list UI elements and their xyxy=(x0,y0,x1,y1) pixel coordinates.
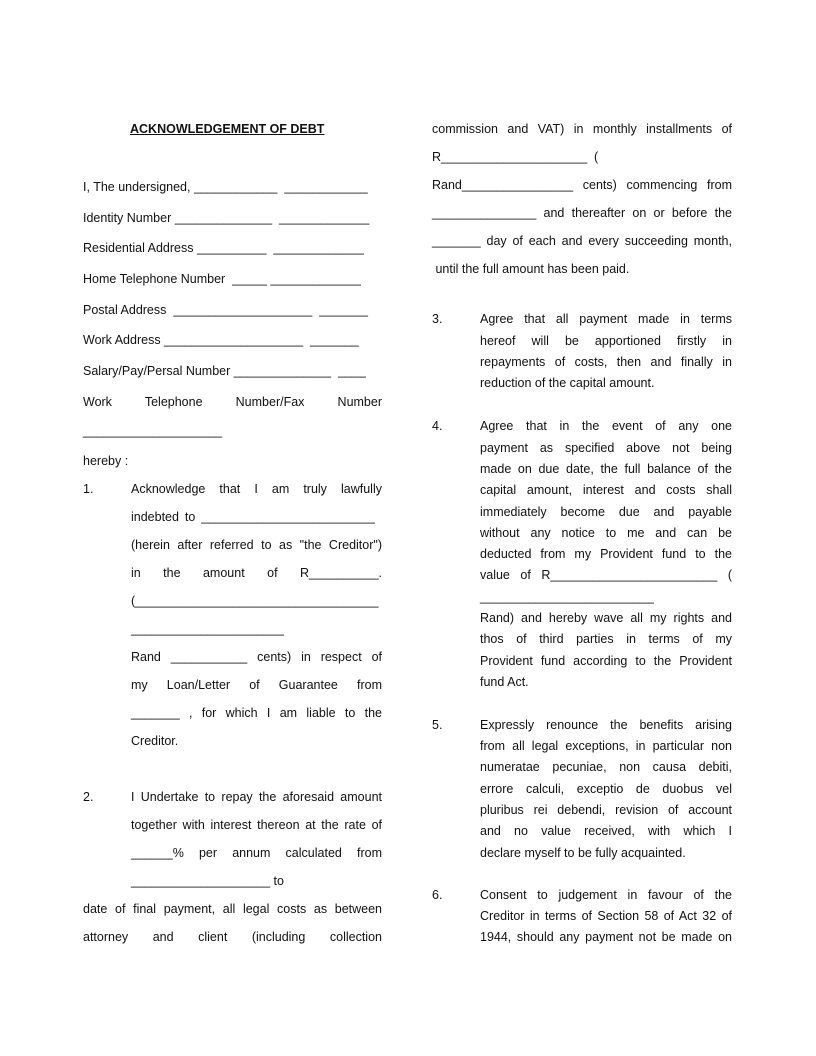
work-address-field: Work Address ____________________ _______ xyxy=(83,333,359,347)
item-1-line: (___________________________________ xyxy=(131,594,379,608)
item-4-number: 4. xyxy=(432,419,443,433)
item-4-line: fund Act. xyxy=(480,675,529,689)
item-5-line: Expressly renounce the benefits arising xyxy=(480,718,732,732)
item-3-line: hereof will be apportioned firstly in xyxy=(480,334,732,348)
item-6-number: 6. xyxy=(432,888,443,902)
item-3-line: reduction of the capital amount. xyxy=(480,376,655,390)
item-4-line: payment as specified above not being xyxy=(480,441,732,455)
item-3-number: 3. xyxy=(432,312,443,326)
item-4-line: without any notice to me and can be xyxy=(480,526,732,540)
item-5-line: pluribus rei debendi, revision of account xyxy=(480,803,732,817)
item-4-line: immediately become due and payable xyxy=(480,505,732,519)
item-5-line: and no value received, with which I xyxy=(480,824,732,838)
item-6-line: Consent to judgement in favour of the xyxy=(480,888,732,902)
item-5-line: from all legal exceptions, in particular non xyxy=(480,739,732,753)
salary-number-field: Salary/Pay/Persal Number ______________ ____ xyxy=(83,364,366,378)
installments-line: _______ day of each and every succeeding month, xyxy=(432,234,732,248)
item-4-line: deducted from my Provident fund to the xyxy=(480,547,732,561)
item-1-line: ______________________ xyxy=(131,622,284,636)
work-telephone-label: Work Telephone Number/Fax Number xyxy=(83,395,382,409)
work-telephone-blank: ____________________ xyxy=(83,424,223,438)
undersigned-field: I, The undersigned, ____________ ____________ xyxy=(83,180,368,194)
item-4-line: thos of third parties in terms of my xyxy=(480,632,732,646)
item-1-line: Acknowledge that I am truly lawfully xyxy=(131,482,382,496)
item-3-line: Agree that all payment made in terms xyxy=(480,312,732,326)
item-2-line: ______% per annum calculated from xyxy=(131,846,382,860)
item-5-line: declare myself to be fully acquainted. xyxy=(480,846,686,860)
hereby-label: hereby : xyxy=(83,454,129,468)
item-1-line: (herein after referred to as "the Creditor") xyxy=(131,538,382,552)
item-4-line: Agree that in the event of any one xyxy=(480,419,732,433)
item-2-line: together with interest thereon at the rate of xyxy=(131,818,382,832)
installments-line: until the full amount has been paid. xyxy=(432,262,630,276)
item-6-line: 1944, should any payment not be made on xyxy=(480,930,732,944)
item-2-number: 2. xyxy=(83,790,94,804)
installments-line: commission and VAT) in monthly installments of xyxy=(432,122,732,136)
item-4-line: Provident fund according to the Provident xyxy=(480,654,732,668)
item-3-line: repayments of costs, then and finally in xyxy=(480,355,732,369)
item-4-line: _________________________ xyxy=(480,590,654,604)
item-5-number: 5. xyxy=(432,718,443,732)
item-1-line: indebted to _________________________ xyxy=(131,510,375,524)
identity-number-field: Identity Number ______________ _____________ xyxy=(83,211,370,225)
item-4-line: Rand) and hereby wave all my rights and xyxy=(480,611,732,625)
item-1-line: in the amount of R__________. xyxy=(131,566,382,580)
installments-line: Rand________________ cents) commencing from xyxy=(432,178,732,192)
home-telephone-field: Home Telephone Number _____ _____________ xyxy=(83,272,361,286)
postal-address-field: Postal Address ____________________ _______ xyxy=(83,303,368,317)
item-2-continuation: attorney and client (including collection xyxy=(83,930,382,944)
item-1-line: Rand ___________ cents) in respect of xyxy=(131,650,382,664)
item-6-line: Creditor in terms of Section 58 of Act 32 of xyxy=(480,909,732,923)
item-1-number: 1. xyxy=(83,482,94,496)
installments-line: _______________ and thereafter on or before the xyxy=(432,206,732,220)
item-2-line: ____________________ to xyxy=(131,874,284,888)
item-1-line: Creditor. xyxy=(131,734,179,748)
item-5-line: errore calculi, exceptio de duobus vel xyxy=(480,782,732,796)
item-1-line: my Loan/Letter of Guarantee from xyxy=(131,678,382,692)
item-2-line: I Undertake to repay the aforesaid amount xyxy=(131,790,382,804)
item-4-line: made on due date, the full balance of the xyxy=(480,462,732,476)
item-4-line: capital amount, interest and costs shall xyxy=(480,483,732,497)
residential-address-field: Residential Address __________ _____________ xyxy=(83,241,364,255)
item-4-line: value of R________________________ ( xyxy=(480,568,732,582)
item-5-line: numeratae pecuniae, non causa debiti, xyxy=(480,760,732,774)
document-title: ACKNOWLEDGEMENT OF DEBT xyxy=(130,122,325,136)
item-2-continuation: date of final payment, all legal costs as between xyxy=(83,902,382,916)
item-1-line: _______ , for which I am liable to the xyxy=(131,706,382,720)
installments-line: R_____________________ ( xyxy=(432,150,599,164)
